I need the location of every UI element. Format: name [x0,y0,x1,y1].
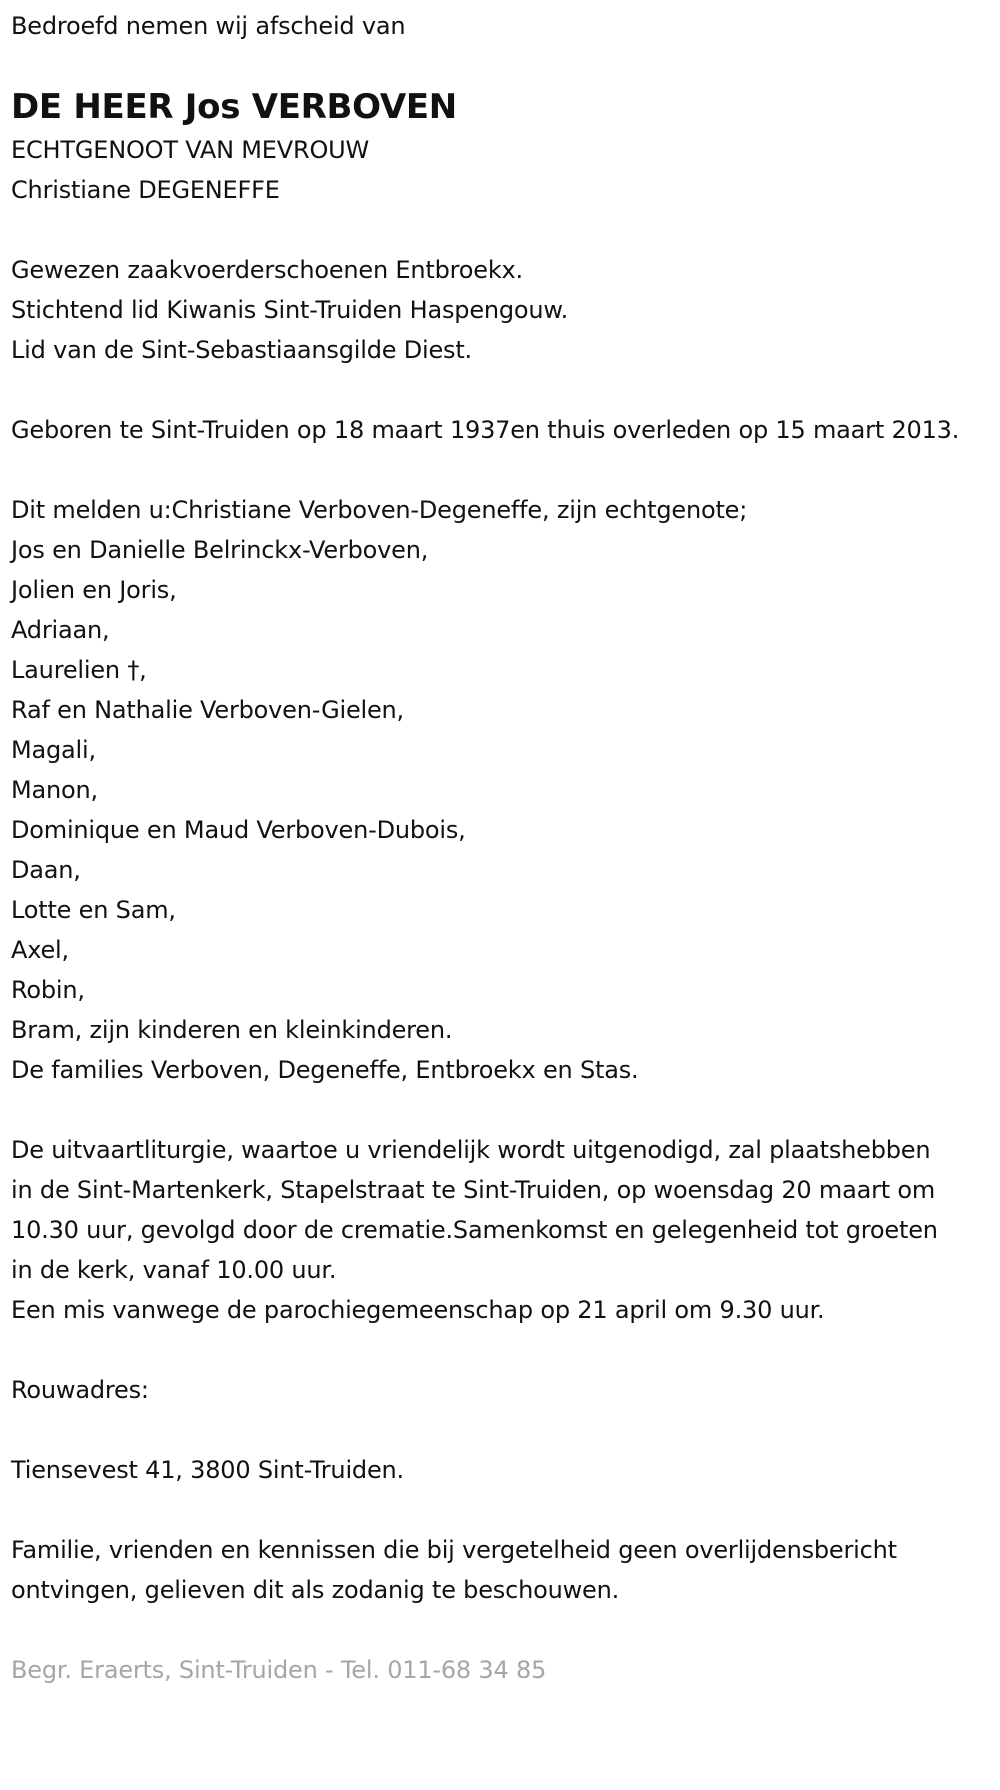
deceased-name: DE HEER Jos VERBOVEN [11,87,457,127]
family-item: Magali, [11,736,96,764]
spacer [11,1090,990,1130]
family-item: Jolien en Joris, [11,576,177,604]
affiliation-item: Gewezen zaakvoerderschoenen Entbroekx. [11,256,523,284]
spacer [11,1330,990,1370]
birth-death-info: Geboren te Sint-Truiden op 18 maart 1937en thuis overleden op 15 maart 2013. [11,416,960,444]
family-item: De families Verboven, Degeneffe, Entbroekx en Stas. [11,1056,639,1084]
family-item: Dominique en Maud Verboven-Dubois, [11,816,466,844]
spouse-line-1: ECHTGENOOT VAN MEVROUW [11,136,370,164]
mourning-address: Tiensevest 41, 3800 Sint-Truiden. [11,1456,404,1484]
spacer [11,450,990,490]
address-label: Rouwadres: [11,1376,149,1404]
family-item: Axel, [11,936,69,964]
spacer [11,370,990,410]
family-item: Robin, [11,976,85,1004]
family-item: Manon, [11,776,98,804]
affiliations [11,250,990,370]
spacer [11,1490,990,1530]
closing-note: Familie, vrienden en kennissen die bij vergetelheid geen overlijdensbericht ontvingen, gelieven dit als zodanig te beschouwen. [11,1536,897,1604]
family-item: Raf en Nathalie Verboven-Gielen, [11,696,404,724]
family-list [11,490,990,1090]
affiliation-item: Stichtend lid Kiwanis Sint-Truiden Haspengouw. [11,296,569,324]
family-item: Daan, [11,856,81,884]
mass-info: Een mis vanwege de parochiegemeenschap op 21 april om 9.30 uur. [11,1296,825,1324]
family-item: Adriaan, [11,616,110,644]
affiliation-item: Lid van de Sint-Sebastiaansgilde Diest. [11,336,472,364]
spouse-line-2: Christiane DEGENEFFE [11,176,280,204]
intro-text: Bedroefd nemen wij afscheid van [11,12,406,40]
undertaker-info: Begr. Eraerts, Sint-Truiden - Tel. 011-68 34 85 [11,1656,547,1684]
family-item: Dit melden u:Christiane Verboven-Degeneffe, zijn echtgenote; [11,496,748,524]
family-item: Bram, zijn kinderen en kleinkinderen. [11,1016,453,1044]
spacer [11,1610,990,1650]
ceremony-info: De uitvaartliturgie, waartoe u vriendelijk wordt uitgenodigd, zal plaatshebben in de Sint-Martenkerk, Stapelstraat te Sint-Truiden, op woensdag 20 maart om 10.30 uur, gevolgd door de crematie.Samenkomst en gelegenheid tot groeten in de kerk, vanaf 10.00 uur. [11,1136,938,1284]
family-item: Lotte en Sam, [11,896,176,924]
spacer [11,1410,990,1450]
family-item: Laurelien †, [11,656,147,684]
family-item: Jos en Danielle Belrinckx-Verboven, [11,536,429,564]
spacer [11,210,990,250]
